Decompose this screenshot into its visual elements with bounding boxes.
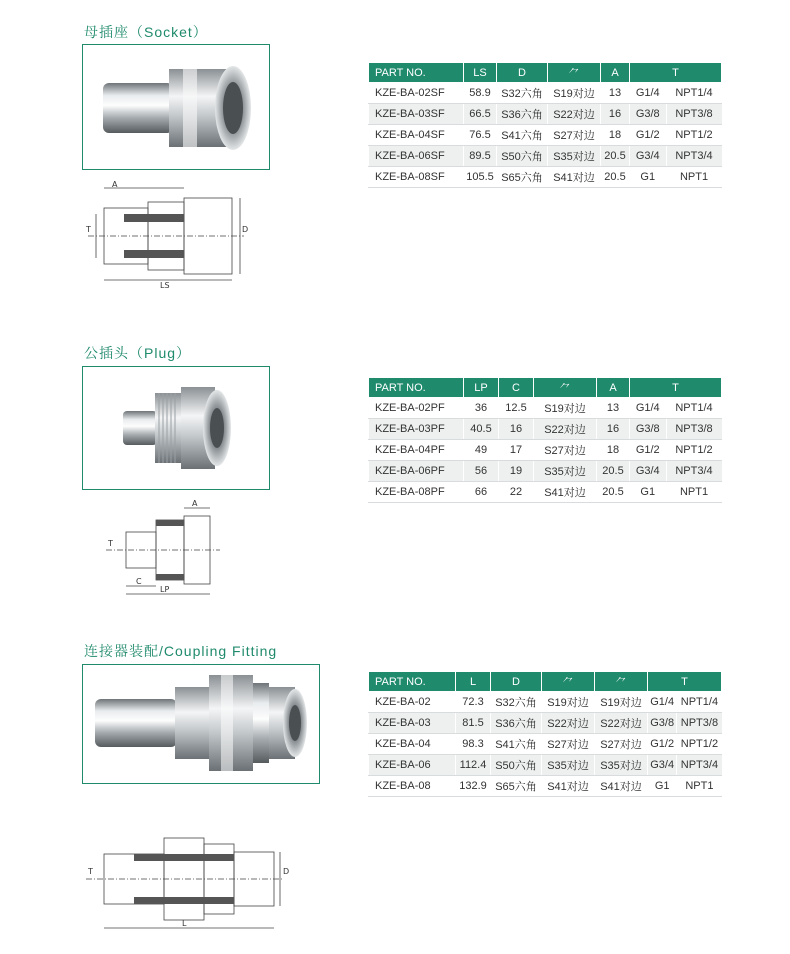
table-row (369, 692, 722, 713)
table-cell: KZE-BA-08PF (369, 482, 464, 503)
socket-header-partno: PART NO. (369, 63, 464, 83)
table-cell: 81.5 (456, 713, 491, 734)
coupling-header-partno: PART NO. (369, 672, 456, 692)
coupling-header-d: D (491, 672, 542, 692)
table-cell: S22对边 (548, 104, 601, 125)
table-cell: S35对边 (542, 755, 595, 776)
table-cell: S36六角 (497, 104, 548, 125)
table-cell: KZE-BA-03 (369, 713, 456, 734)
table-cell: 18 (601, 125, 630, 146)
table-cell: G1/2 (648, 734, 677, 755)
table-cell: G3/4 (630, 146, 667, 167)
table-cell: 16 (601, 104, 630, 125)
table-cell: 20.5 (601, 146, 630, 167)
table-cell: 17 (499, 440, 534, 461)
table-cell: KZE-BA-06 (369, 755, 456, 776)
table-cell: NPT3/4 (666, 461, 722, 482)
table-cell: 132.9 (456, 776, 491, 797)
table-cell: S41六角 (491, 734, 542, 755)
plug-photo (82, 366, 270, 490)
table-cell: G3/4 (648, 755, 677, 776)
table-cell: 20.5 (597, 461, 630, 482)
table-cell: S41对边 (534, 482, 597, 503)
table-row (369, 419, 722, 440)
coupling-section-title: 连接器装配/Coupling Fitting (84, 643, 278, 659)
table-cell: NPT1 (666, 482, 722, 503)
socket-dim-d: D (242, 225, 249, 234)
table-cell: S27对边 (542, 734, 595, 755)
table-cell: NPT1/4 (666, 398, 722, 419)
table-cell: 40.5 (464, 419, 499, 440)
table-cell: S32六角 (497, 83, 548, 104)
coupling-header-wrench-icon-2: ⺈ (595, 672, 648, 692)
socket-header-a: A (601, 63, 630, 83)
table-cell: 19 (499, 461, 534, 482)
table-cell: S65六角 (491, 776, 542, 797)
socket-header-ls: LS (464, 63, 497, 83)
table-cell: NPT1 (677, 776, 722, 797)
plug-header-a: A (597, 378, 630, 398)
coupling-dim-d: D (283, 867, 290, 876)
table-cell: NPT1 (666, 167, 722, 188)
table-cell: S41六角 (497, 125, 548, 146)
table-cell: G1/4 (648, 692, 677, 713)
plug-spec-table (368, 377, 722, 503)
table-cell: G3/8 (648, 713, 677, 734)
coupling-header-l: L (456, 672, 491, 692)
table-cell: G1/2 (630, 440, 667, 461)
table-cell: 105.5 (464, 167, 497, 188)
table-cell: G1/4 (630, 83, 667, 104)
table-cell: S41对边 (548, 167, 601, 188)
table-cell: NPT1/4 (677, 692, 722, 713)
table-cell: KZE-BA-03SF (369, 104, 464, 125)
table-cell: 49 (464, 440, 499, 461)
table-cell: G1 (630, 482, 667, 503)
table-cell: S50六角 (491, 755, 542, 776)
table-cell: 98.3 (456, 734, 491, 755)
table-cell: 72.3 (456, 692, 491, 713)
table-row (369, 104, 722, 125)
socket-dim-ls: LS (160, 281, 170, 290)
table-cell: 13 (601, 83, 630, 104)
table-row (369, 440, 722, 461)
table-cell: NPT3/8 (677, 713, 722, 734)
table-row (369, 734, 722, 755)
socket-photo (82, 44, 270, 170)
table-cell: S36六角 (491, 713, 542, 734)
socket-dim-a: A (112, 180, 118, 189)
table-cell: 13 (597, 398, 630, 419)
table-cell: G1 (648, 776, 677, 797)
table-cell: 56 (464, 461, 499, 482)
table-cell: NPT1/2 (666, 125, 722, 146)
table-cell: G3/8 (630, 104, 667, 125)
table-cell: S65六角 (497, 167, 548, 188)
coupling-dim-t: T (88, 867, 93, 876)
coupling-header-t: T (648, 672, 722, 692)
table-cell: S27对边 (534, 440, 597, 461)
plug-header-t: T (630, 378, 722, 398)
table-cell: KZE-BA-06PF (369, 461, 464, 482)
table-cell: 66 (464, 482, 499, 503)
table-cell: 22 (499, 482, 534, 503)
table-cell: KZE-BA-08 (369, 776, 456, 797)
table-cell: 89.5 (464, 146, 497, 167)
plug-section-title: 公插头（Plug） (84, 345, 192, 361)
table-cell: NPT1/2 (666, 440, 722, 461)
table-cell: G1/2 (630, 125, 667, 146)
table-cell: KZE-BA-04SF (369, 125, 464, 146)
table-cell: S22对边 (595, 713, 648, 734)
socket-technical-drawing (84, 180, 254, 290)
table-cell: 12.5 (499, 398, 534, 419)
table-cell: 36 (464, 398, 499, 419)
table-cell: 18 (597, 440, 630, 461)
table-cell: G3/4 (630, 461, 667, 482)
plug-header-partno: PART NO. (369, 378, 464, 398)
table-cell: G1/4 (630, 398, 667, 419)
table-cell: S19对边 (542, 692, 595, 713)
table-cell: NPT3/4 (666, 146, 722, 167)
table-cell: S27对边 (548, 125, 601, 146)
table-cell: S32六角 (491, 692, 542, 713)
table-row (369, 776, 722, 797)
table-cell: 16 (597, 419, 630, 440)
socket-spec-table (368, 62, 722, 188)
table-cell: G3/8 (630, 419, 667, 440)
table-cell: S41对边 (595, 776, 648, 797)
coupling-technical-drawing (84, 824, 294, 934)
table-cell: 112.4 (456, 755, 491, 776)
table-row (369, 713, 722, 734)
table-cell: 16 (499, 419, 534, 440)
table-cell: 20.5 (597, 482, 630, 503)
table-row (369, 482, 722, 503)
table-cell: 20.5 (601, 167, 630, 188)
table-cell: S41对边 (542, 776, 595, 797)
table-cell: S35对边 (595, 755, 648, 776)
table-cell: S35对边 (534, 461, 597, 482)
table-cell: KZE-BA-04 (369, 734, 456, 755)
socket-header-wrench-icon: ⺈ (548, 63, 601, 83)
table-cell: NPT3/4 (677, 755, 722, 776)
table-cell: KZE-BA-02 (369, 692, 456, 713)
table-cell: NPT3/8 (666, 104, 722, 125)
plug-header-wrench-icon: ⺈ (534, 378, 597, 398)
table-cell: KZE-BA-02SF (369, 83, 464, 104)
table-cell: KZE-BA-08SF (369, 167, 464, 188)
table-row (369, 398, 722, 419)
coupling-spec-table (368, 671, 722, 797)
table-cell: S27对边 (595, 734, 648, 755)
table-cell: KZE-BA-02PF (369, 398, 464, 419)
table-cell: NPT1/2 (677, 734, 722, 755)
plug-dim-a: A (192, 500, 198, 508)
table-row (369, 83, 722, 104)
plug-dim-c: C (136, 577, 142, 586)
coupling-dim-l: L (182, 919, 187, 928)
table-cell: 58.9 (464, 83, 497, 104)
socket-section-title: 母插座（Socket） (84, 24, 208, 40)
table-cell: 66.5 (464, 104, 497, 125)
table-cell: S19对边 (548, 83, 601, 104)
table-cell: KZE-BA-03PF (369, 419, 464, 440)
coupling-photo (82, 664, 320, 784)
table-cell: NPT1/4 (666, 83, 722, 104)
plug-header-lp: LP (464, 378, 499, 398)
table-cell: 76.5 (464, 125, 497, 146)
table-row (369, 461, 722, 482)
plug-header-c: C (499, 378, 534, 398)
table-cell: S35对边 (548, 146, 601, 167)
table-row (369, 167, 722, 188)
table-cell: S22对边 (542, 713, 595, 734)
table-cell: S19对边 (534, 398, 597, 419)
table-row (369, 125, 722, 146)
coupling-header-wrench-icon-1: ⺈ (542, 672, 595, 692)
plug-technical-drawing (104, 500, 244, 600)
table-row (369, 146, 722, 167)
plug-dim-t: T (108, 539, 113, 548)
table-row (369, 755, 722, 776)
plug-dim-lp: LP (160, 585, 170, 594)
socket-header-t: T (630, 63, 722, 83)
table-cell: S22对边 (534, 419, 597, 440)
table-cell: NPT3/8 (666, 419, 722, 440)
socket-header-d: D (497, 63, 548, 83)
table-cell: S19对边 (595, 692, 648, 713)
table-cell: S50六角 (497, 146, 548, 167)
socket-dim-t: T (86, 225, 91, 234)
table-cell: G1 (630, 167, 667, 188)
table-cell: KZE-BA-04PF (369, 440, 464, 461)
table-cell: KZE-BA-06SF (369, 146, 464, 167)
